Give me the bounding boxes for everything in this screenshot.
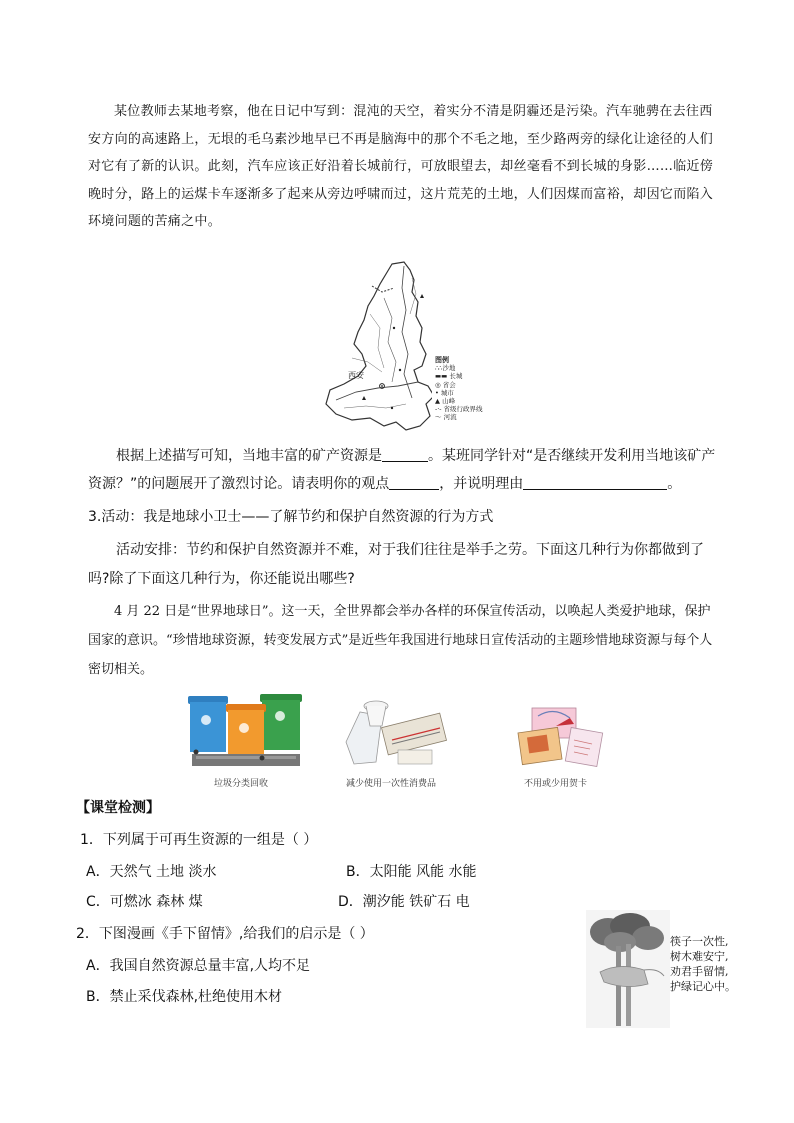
- activity-arrangement: 活动安排：节约和保护自然资源并不难，对于我们往往是举手之劳。下面这几种行为你都做到了吗?除了下面这几种行为，你还能说出哪些?: [88, 542, 704, 587]
- disposables-illustration: [336, 692, 450, 770]
- q1-option-d[interactable]: D．潮汐能 铁矿石 电: [338, 894, 470, 910]
- comic-verse: [670, 934, 736, 994]
- map-legend: [435, 356, 483, 422]
- map-city-label: 西安: [348, 371, 364, 380]
- legend-item-boundary: -·- 省级行政界线: [435, 405, 483, 414]
- mineral-question: 根据上述描写可知，当地丰富的矿产资源是 。某班同学针对“是否继续开发利用当地该矿产资源？”的问题展开了激烈讨论。请表明你的观点 ，并说明理由 。: [88, 448, 716, 493]
- section-title-classroom-test: 【课堂检测】: [76, 800, 160, 816]
- trash-bins-illustration: [182, 690, 308, 770]
- legend-title: 图例: [435, 355, 449, 364]
- comic-line-3: 劝君手留情,: [670, 965, 729, 978]
- comic-line-2: 树木难安宁,: [670, 950, 729, 963]
- chopsticks-tree-illustration: [586, 910, 670, 1028]
- answer-blank-opinion[interactable]: [389, 475, 439, 490]
- q1-stem: 1．下列属于可再生资源的一组是（ ）: [80, 832, 318, 848]
- legend-item-great-wall: ▬▬ 长城: [435, 372, 463, 381]
- greeting-cards-image: [516, 702, 608, 768]
- q2-option-a[interactable]: A．我国自然资源总量丰富,人均不足: [86, 958, 311, 974]
- q1-option-b[interactable]: B．太阳能 风能 水能: [346, 864, 477, 880]
- legend-item-sand: ∴∴ 沙地: [435, 364, 456, 373]
- q1-option-c[interactable]: C．可燃冰 森林 煤: [86, 894, 203, 910]
- intro-paragraph: 某位教师去某地考察，他在日记中写到：混沌的天空，着实分不清是阴霾还是污染。汽车驰骋在去往西安方向的高速路上，无垠的毛乌素沙地早已不再是脑海中的那个不毛之地，至少路两旁的绿化让途径的人们对它有了新的认识。此刻，汽车应该正好沿着长城前行，可放眼望去，却丝毫看不到长城的身影……临近傍晚时分，路上的运煤卡车逐渐多了起来从旁边呼啸而过，这片荒芜的土地，人们因煤而富裕，却因它而陷入环境问题的苦痛之中。: [88, 104, 714, 230]
- legend-item-capital: ◎ 省会: [435, 380, 456, 389]
- q2-option-b[interactable]: B．禁止采伐森林,杜绝使用木材: [86, 989, 283, 1005]
- answer-blank-mineral[interactable]: [382, 447, 428, 462]
- legend-item-peak: ▲ 山峰: [435, 397, 456, 406]
- q2-stem: 2．下图漫画《手下留情》,给我们的启示是（ ）: [76, 926, 374, 942]
- activity-title: 3.活动：我是地球小卫士——了解节约和保护自然资源的行为方式: [88, 509, 494, 525]
- q1-option-a[interactable]: A．天然气 土地 淡水: [86, 864, 217, 880]
- earth-day-paragraph: 4 月 22 日是“世界地球日”。这一天，全世界都会举办各样的环保宣传活动，以唤起人类爱护地球，保护国家的意识。“珍惜地球资源，转变发展方式”是近些年我国进行地球日宣传活动的主题珍惜地球资源与每个人密切相关。: [88, 604, 713, 677]
- caption-greeting-cards: 不用或少用贺卡: [524, 779, 588, 789]
- answer-blank-reason[interactable]: [523, 475, 667, 490]
- caption-disposables: 减少使用一次性消费品: [346, 779, 437, 789]
- caption-recycling: 垃圾分类回收: [214, 779, 269, 789]
- legend-item-river: ～ 河流: [435, 413, 457, 422]
- comic-line-1: 筷子一次性,: [670, 935, 729, 948]
- recycling-bins-image: [182, 690, 308, 770]
- comic-line-4: 护绿记心中。: [670, 980, 736, 993]
- greeting-cards-illustration: [516, 702, 608, 768]
- disposables-image: [336, 692, 450, 770]
- comic-image: [586, 910, 670, 1028]
- legend-item-city: • 城市: [435, 388, 454, 397]
